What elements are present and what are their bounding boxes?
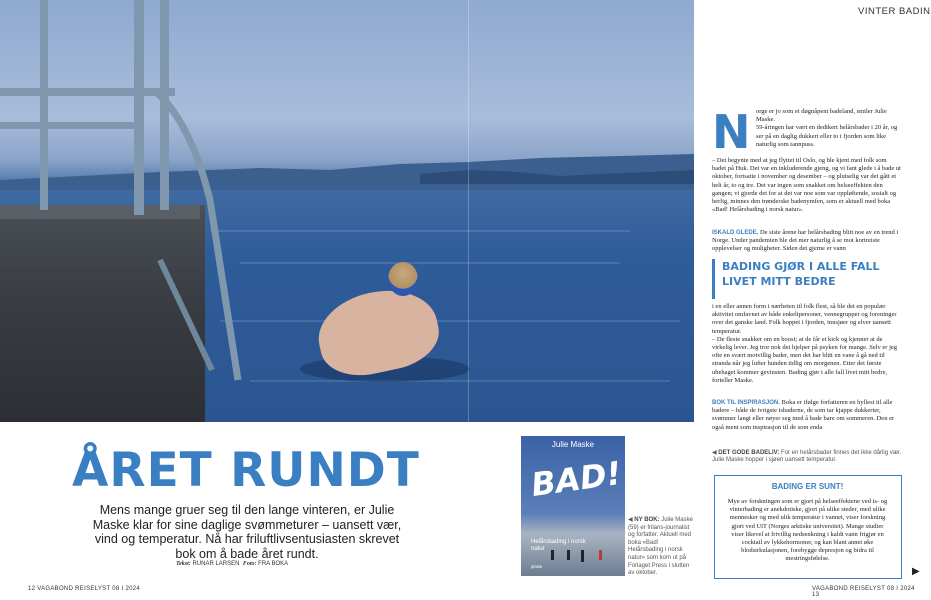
ladder-rail	[0, 88, 175, 96]
water-ripple	[250, 380, 670, 382]
pull-quote: BADING GJØR I ALLE FALL LIVET MITT BEDRE	[712, 259, 902, 299]
byline: Tekst: RUNAR LARSEN Foto: FRA BOKA	[176, 561, 289, 567]
fact-box-title: BADING ER SUNT!	[771, 482, 844, 491]
lede: Mens mange gruer seg til den lange vinteren, er Julie Maske klar for sine daglige svømmeturer – uansett vær, vind og temperatur. Nå har friluftlivsentusiasten skrevet bok om å bade året rundt.	[92, 503, 402, 561]
arrow-right-icon: ▶	[912, 566, 920, 577]
book-subtitle: Helårsbading i norsk natur	[531, 539, 586, 552]
folio-right: VAGABOND REISELYST 08 I 2024 13	[812, 586, 915, 598]
article-paragraph: i en eller annen form i nærheten til folk flest, så ble det en populær aktivitet omfavnet av både enkeltpersoner, vennegrupper og foreninger over det ganske land. Folk hoppet i fjorden, innsjøer og elver uansett temperatur. – De fleste snakker om en boost; at de får et kick og kjenner at de virkelig lever. Jeg tror nok det hjelper på psyken for mange. Selv er jeg ofte en svært motvillig bader, men det har blitt en vane å gå ned til stranda når jeg lufter hunden tidlig om morgenen. Etter det første ubehaget kommer gevinsten. Bading gjør i alle fall livet mitt bedre, forteller Maske.	[712, 303, 898, 384]
book-title: BAD!	[528, 453, 624, 505]
headline-title: ÅRET RUNDT	[72, 443, 420, 498]
article-paragraph: BOK TIL INSPIRASJON. Boka er ifølge forfatteren en hyllest til alle badere – både de ivrigste isbaderne, de som tar kjappe dukkerter, svømmer langt eller nøyer seg med å bade bare om sommeren. Den er også ment som inspirasjon til de som enda	[712, 399, 895, 431]
water-ripple	[210, 230, 630, 232]
ladder-rail	[134, 0, 144, 215]
water-ripple	[220, 320, 680, 322]
fact-box	[714, 475, 902, 579]
ladder-rail	[0, 122, 140, 129]
ladder-handrail	[150, 80, 250, 380]
photo-caption: ◀ DET GODE BADELIV: For en helårsbader finnes det ikke dårlig vær. Julie Maske hopper i sjøen uansett temperatur.	[712, 450, 902, 464]
dropcap: N	[712, 105, 751, 159]
book-caption: ◀ NY BOK: Julie Maske (59) er frilans-journalist og forfatter. Aktuell med boka «Bad! Helårsbading i norsk natur» som kom ut på Forlaget Press i slutten av oktober.	[628, 517, 693, 577]
article-paragraph: – Det begynte med at jeg flyttet til Oslo, og ble kjent med folk som badet på Huk. Det var en inkluderende gjeng, og vi fant glede i å bade ut oktober, fortsatte i november og desember – og plutselig var det gått et helt år, to og tre. Det var ingen som snakket om helseeffekten den gangen; vi gjorde det for at det var noe som var oppløftende, sosialt og herlig, minnes den trønderske badenymfen, som er aktuell med boka «Bad! Helårsbading i norsk natur».	[712, 157, 901, 214]
hills-silhouette	[0, 150, 694, 190]
headline	[72, 440, 420, 502]
swimmer-head	[388, 262, 418, 296]
section-label: VINTER BADIN	[858, 6, 931, 17]
fact-box-text: Mye av forskningen som er gjort på helseeffektene ved is- og vinterbading er anekdotiske, gjort på ulike steder, med ulike mennesker og med ulik temperatur i vannet, viser forskning gjort ved UiT (Norges arktiske universitet). Mange studier viser likevel at frivillig nedsenkning i kaldt vann frigjør en cocktail av lykkehormoner, og kan blant annet øke blodsirkulasjonen, forebygge depresjon og bidra til mestringsfølelse.	[727, 498, 888, 563]
folio-left: 12 VAGABOND REISELYST 08 I 2024	[28, 586, 141, 592]
page-gutter	[468, 0, 469, 422]
book-author: Julie Maske	[551, 440, 595, 449]
article-paragraph: orge er jo som et døgnåpent badeland, smiler Julie Maske. 59-åringen har vært en dedikert helårsbader i 20 år, og ser på en daglig dukkert eller to i fjorden som like naturlig som tannpuss.	[756, 108, 898, 148]
book-figure	[599, 550, 602, 560]
water-ripple	[240, 262, 620, 264]
ladder-rail	[40, 0, 48, 210]
arrow-left-icon: ◀	[712, 450, 717, 456]
article-paragraph: ISKALD GLEDE. De siste årene har helårsbading blitt noe av en trend i Norge. Under pandemien ble det mer naturlig å se mot kortreiste opplevelser og muligheter. Siden det gjerne er vann	[712, 229, 899, 253]
arrow-left-icon: ◀	[628, 517, 633, 523]
book-publisher: pirate	[531, 564, 543, 569]
book-cover	[521, 436, 625, 576]
